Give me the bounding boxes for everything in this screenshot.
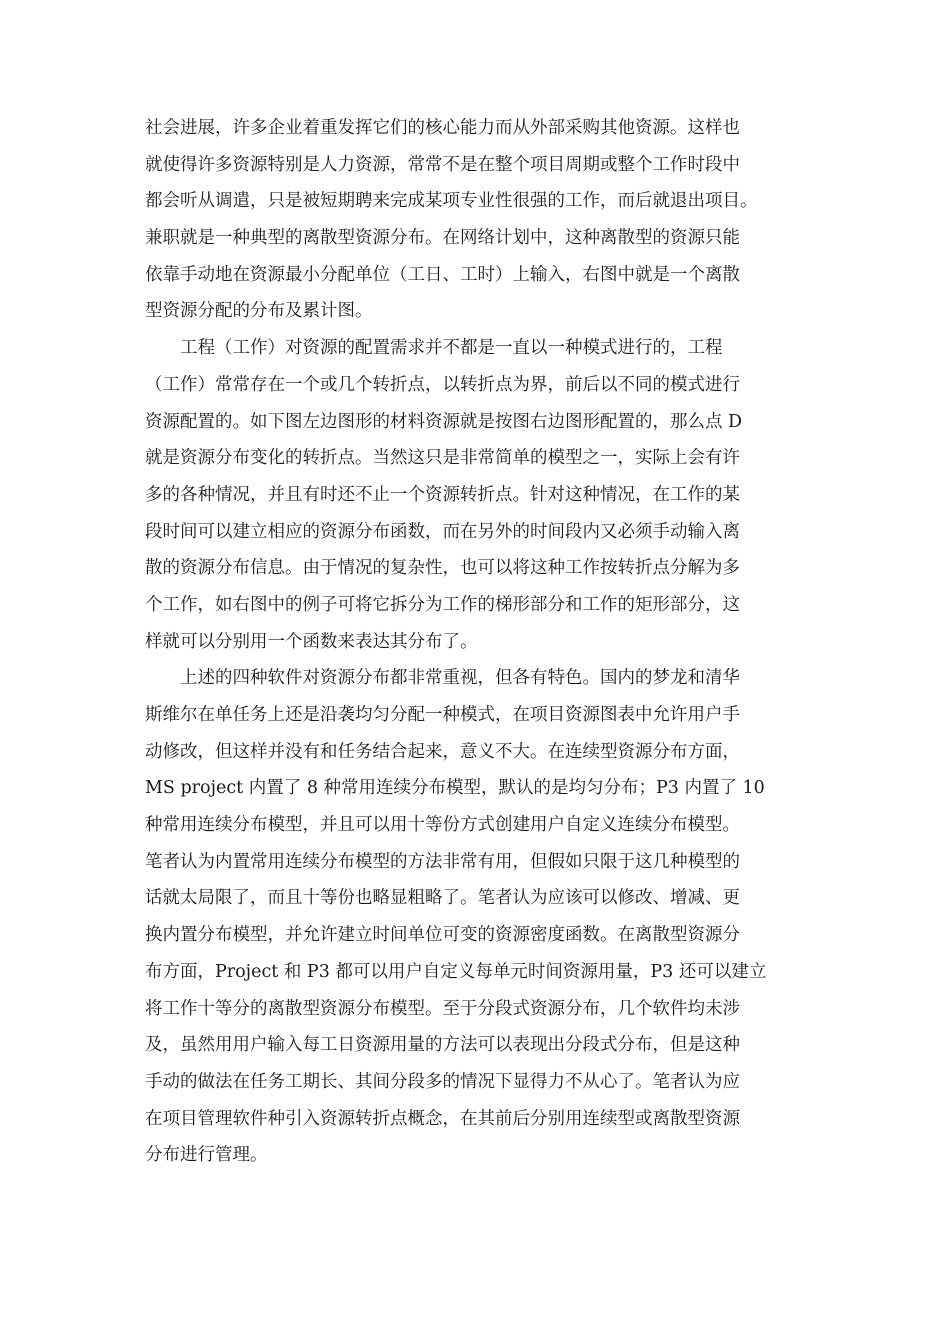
text-line: 兼职就是一种典型的离散型资源分布。在网络计划中，这种离散型的资源只能 xyxy=(145,228,740,249)
text-line: 工程（工作）对资源的配置需求并不都是一直以一种模式进行的，工程 xyxy=(145,338,723,359)
text-line: 资源配置的。如下图左边图形的材料资源就是按图右边图形配置的，那么点 D xyxy=(145,411,743,432)
text-line: MS project 内置了 8 种常用连续分布模型，默认的是均匀分布；P3 内置了 10 xyxy=(145,778,765,799)
document-body xyxy=(145,110,815,1174)
paragraph-3 xyxy=(145,660,815,1174)
text-line: 型资源分配的分布及累计图。 xyxy=(145,301,373,322)
text-line: 就是资源分布变化的转折点。当然这只是非常简单的模型之一，实际上会有许 xyxy=(145,448,740,469)
text-line: 手动的做法在任务工期长、其间分段多的情况下显得力不从心了。笔者认为应 xyxy=(145,1071,740,1092)
text-line: 布方面，Project 和 P3 都可以用户自定义每单元时间资源用量，P3 还可以建立 xyxy=(145,961,767,982)
text-line: 上述的四种软件对资源分布都非常重视，但各有特色。国内的梦龙和清华 xyxy=(145,668,740,689)
text-line: 种常用连续分布模型，并且可以用十等份方式创建用户自定义连续分布模型。 xyxy=(145,815,740,836)
text-line: 笔者认为内置常用连续分布模型的方法非常有用，但假如只限于这几种模型的 xyxy=(145,851,740,872)
text-line: 依靠手动地在资源最小分配单位（工日、工时）上输入，右图中就是一个离散 xyxy=(145,264,740,285)
text-line: （工作）常常存在一个或几个转折点，以转折点为界，前后以不同的模式进行 xyxy=(145,374,740,395)
text-line: 多的各种情况，并且有时还不止一个资源转折点。针对这种情况，在工作的某 xyxy=(145,484,740,505)
text-line: 动修改，但这样并没有和任务结合起来，意义不大。在连续型资源分布方面， xyxy=(145,741,740,762)
text-line: 就使得许多资源特别是人力资源，常常不是在整个项目周期或整个工作时段中 xyxy=(145,154,740,175)
text-line: 换内置分布模型，并允许建立时间单位可变的资源密度函数。在离散型资源分 xyxy=(145,925,740,946)
text-line: 及，虽然用用户输入每工日资源用量的方法可以表现出分段式分布，但是这种 xyxy=(145,1035,740,1056)
text-line: 话就太局限了，而且十等份也略显粗略了。笔者认为应该可以修改、增减、更 xyxy=(145,888,740,909)
text-line: 在项目管理软件种引入资源转折点概念，在其前后分别用连续型或离散型资源 xyxy=(145,1108,740,1129)
text-line: 分布进行管理。 xyxy=(145,1145,268,1166)
text-line: 斯维尔在单任务上还是沿袭均匀分配一种模式，在项目资源图表中允许用户手 xyxy=(145,705,740,725)
text-line: 样就可以分别用一个函数来表达其分布了。 xyxy=(145,631,478,652)
text-line: 个工作，如右图中的例子可将它拆分为工作的梯形部分和工作的矩形部分，这 xyxy=(145,594,740,615)
text-line: 社会进展，许多企业着重发挥它们的核心能力而从外部采购其他资源。这样也 xyxy=(145,118,740,138)
text-line: 都会听从调遣，只是被短期聘来完成某项专业性很强的工作，而后就退出项目。 xyxy=(145,191,758,212)
text-line: 散的资源分布信息。由于情况的复杂性，也可以将这种工作按转折点分解为多 xyxy=(145,558,740,579)
paragraph-2 xyxy=(145,330,815,660)
text-line: 段时间可以建立相应的资源分布函数，而在另外的时间段内又必须手动输入离 xyxy=(145,521,740,542)
text-line: 将工作十等分的离散型资源分布模型。至于分段式资源分布，几个软件均未涉 xyxy=(145,998,740,1019)
paragraph-1 xyxy=(145,110,815,330)
